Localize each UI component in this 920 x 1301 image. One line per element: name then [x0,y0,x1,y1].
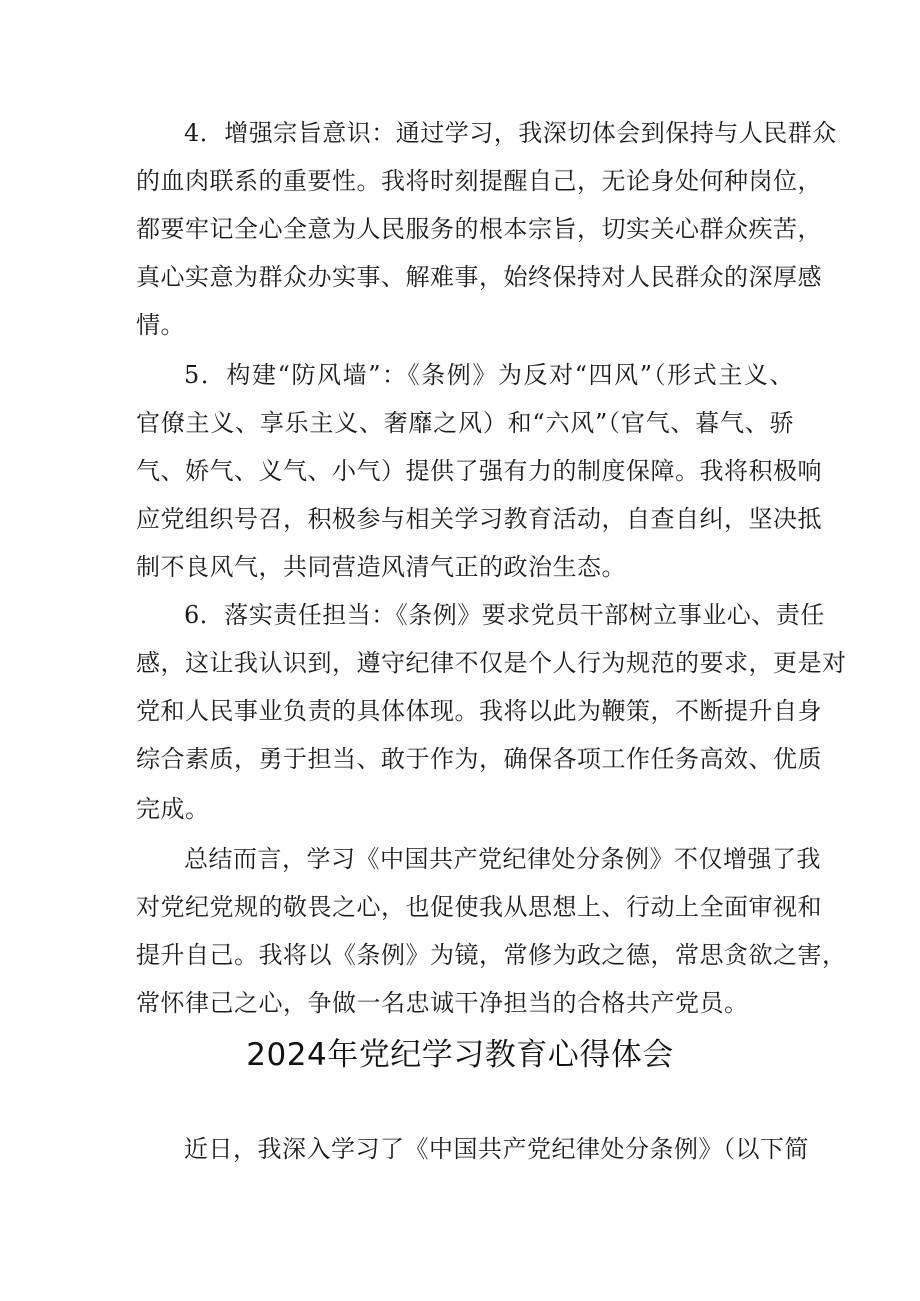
paragraph-3-line-1: 6．落实责任担当：《条例》要求党员干部树立事业心、责任 [184,601,825,629]
paragraph-1-line-2: 的血肉联系的重要性。我将时刻提醒自己，无论身处何种岗位， [136,167,822,195]
paragraph-2-line-4: 应党组织号召，积极参与相关学习教育活动，自查自纠，坚决抵 [136,505,822,533]
section-title: 2024年党纪学习教育心得体会 [246,1037,674,1073]
paragraph-2-line-5: 制不良风气，共同营造风清气正的政治生态。 [136,553,626,581]
paragraph-1-line-5: 情。 [136,311,185,339]
summary-line-1: 总结而言，学习《中国共产党纪律处分条例》不仅增强了我 [184,845,821,873]
paragraph-1-line-4: 真心实意为群众办实事、解难事，始终保持对人民群众的深厚感 [136,263,822,291]
paragraph-2-line-1: 5．构建“防风墙”：《条例》为反对“四风”（形式主义、 [184,361,794,389]
summary-line-4: 常怀律己之心，争做一名忠诚干净担当的合格共产党员。 [136,989,749,1017]
paragraph-1-line-1: 4．增强宗旨意识：通过学习，我深切体会到保持与人民群众 [184,119,837,147]
paragraph-2-line-3: 气、娇气、义气、小气）提供了强有力的制度保障。我将积极响 [136,457,822,485]
paragraph-3-line-5: 完成。 [136,795,210,823]
paragraph-3-line-4: 综合素质，勇于担当、敢于作为，确保各项工作任务高效、优质 [136,745,822,773]
paragraph-2-line-2: 官僚主义、享乐主义、奢靡之风）和“六风”（官气、暮气、骄 [136,409,794,437]
paragraph-1-line-3: 都要牢记全心全意为人民服务的根本宗旨，切实关心群众疾苦， [136,215,822,243]
paragraph-3-line-3: 党和人民事业负责的具体体现。我将以此为鞭策，不断提升自身 [136,697,822,725]
summary-line-2: 对党纪党规的敬畏之心，也促使我从思想上、行动上全面审视和 [136,893,822,921]
summary-line-3: 提升自己。我将以《条例》为镜，常修为政之德，常思贪欲之害， [136,941,847,969]
paragraph-3-line-2: 感，这让我认识到，遵守纪律不仅是个人行为规范的要求，更是对 [136,649,847,677]
intro-line-1: 近日，我深入学习了《中国共产党纪律处分条例》（以下简 [184,1135,809,1163]
